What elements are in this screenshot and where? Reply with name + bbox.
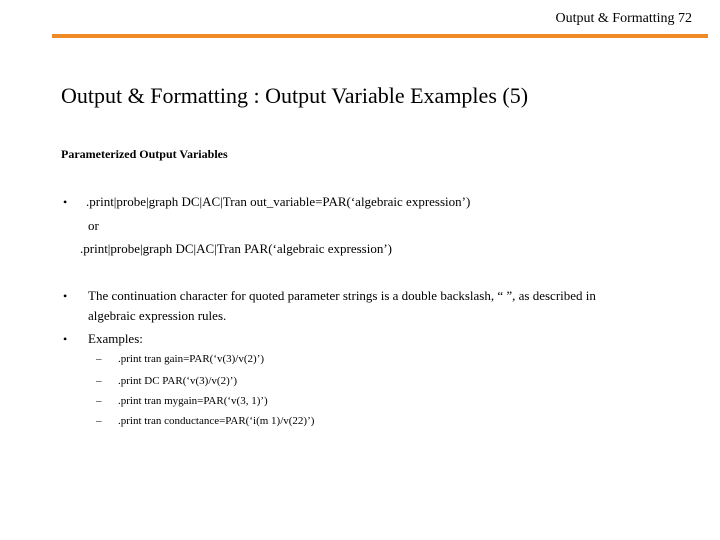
syntax-line-2: .print|probe|graph DC|AC|Tran PAR(‘algebraic expression’) xyxy=(80,241,393,256)
example-dash-3: – xyxy=(96,395,102,407)
example-item-1: .print tran gain=PAR(‘v(3)/v(2)’) xyxy=(118,353,265,365)
example-dash-2: – xyxy=(96,375,102,387)
example-item-3: .print tran mygain=PAR(‘v(3, 1)’) xyxy=(118,395,268,407)
examples-heading: Examples: xyxy=(88,331,143,346)
or-text: or xyxy=(88,218,99,233)
example-item-4: .print tran conductance=PAR(‘i(m 1)/v(22)’) xyxy=(118,415,315,427)
slide-header: Output & Formatting 72 xyxy=(555,11,692,26)
example-item-2: .print DC PAR(‘v(3)/v(2)’) xyxy=(118,375,238,387)
example-dash-1: – xyxy=(96,353,102,365)
section-subtitle: Parameterized Output Variables xyxy=(61,147,228,161)
example-dash-4: – xyxy=(96,415,102,427)
slide-title: Output & Formatting : Output Variable Examples (5) xyxy=(61,83,529,108)
bullet-marker-3: • xyxy=(63,332,68,346)
bullet-marker-2: • xyxy=(63,289,68,303)
syntax-line-1: .print|probe|graph DC|AC|Tran out_variable=PAR(‘algebraic expression’) xyxy=(86,194,471,209)
bullet-marker-1: • xyxy=(63,195,68,209)
continuation-note-line-1: The continuation character for quoted parameter strings is a double backslash, “ ”, as described in xyxy=(88,288,596,303)
continuation-note-line-2: algebraic expression rules. xyxy=(88,308,227,323)
header-rule xyxy=(52,34,708,38)
